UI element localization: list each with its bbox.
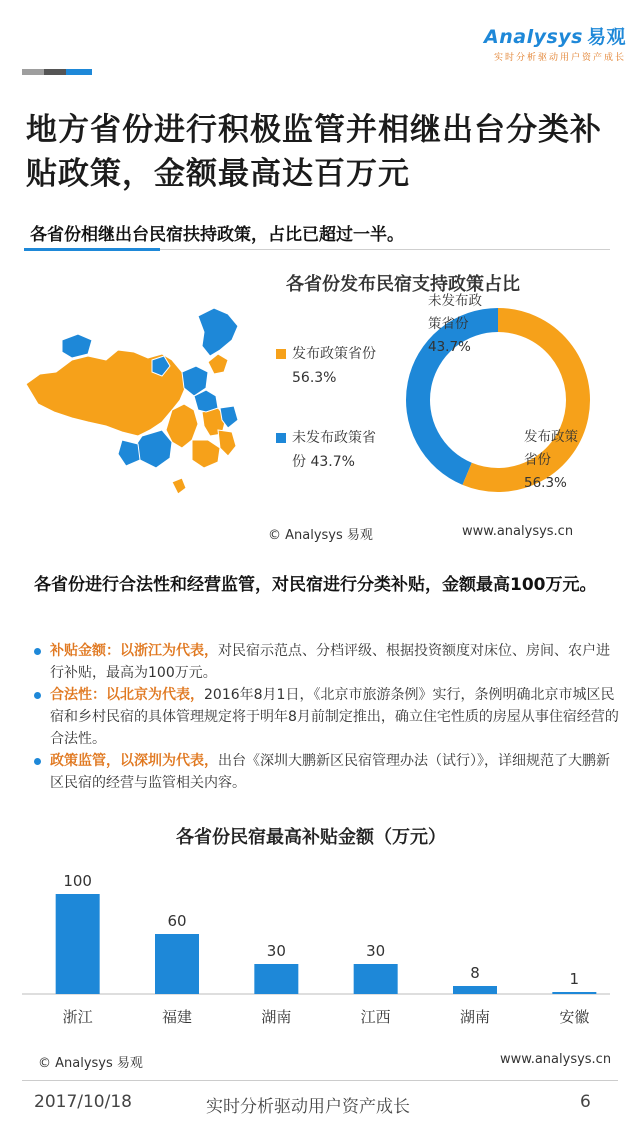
bar-2: [254, 964, 298, 994]
bar-value-label: 100: [63, 872, 92, 890]
bar-1: [155, 934, 199, 994]
bar-value-label: 60: [167, 912, 187, 930]
bar-0: [56, 894, 100, 994]
donut-label-published: 发布政策省份56.3%: [524, 429, 578, 491]
legend-swatch-blue: [276, 433, 286, 443]
bar-3: [354, 964, 398, 994]
bullet-highlight: 合法性：以北京为代表，: [50, 687, 204, 703]
bullet-text: 出台《深圳大鹏新区民宿管理办法（试行）》，详细规范了大鹏新区民宿的经营与监管相关内容。: [50, 753, 610, 791]
bullet-dot-icon: [34, 648, 41, 655]
legend-item-not-published: [276, 426, 382, 474]
bar-value-label: 8: [470, 964, 480, 982]
pie-chart-title: 各省份发布民宿支持政策占比: [286, 274, 520, 295]
footer-date: 2017/10/18: [34, 1092, 132, 1112]
bullet-text: 对民宿示范点、分档评级、根据投资额度对床位、房间、农户进行补贴，最高为100万元。: [50, 643, 610, 681]
list-item: [32, 750, 622, 794]
brand-name-en: Analysys: [484, 26, 583, 48]
bullet-list: [32, 640, 622, 794]
brand-name-cn: 易观: [586, 26, 626, 48]
legend-label-published: 发布政策省份 56.3%: [292, 346, 376, 386]
bullet-highlight: 政策监管，以深圳为代表，: [50, 753, 218, 769]
bar-value-label: 30: [366, 942, 386, 960]
bullet-text: 2016年8月1日，《北京市旅游条例》实行，条例明确北京市城区民宿和乡村民宿的具体管理规定将于明年8月前制定推出，确立住宅性质的房屋从事住宿经营的合法性。: [50, 687, 619, 747]
source-right-1: www.analysys.cn: [462, 524, 574, 539]
bar-category-label: 江西: [360, 1008, 391, 1026]
bar-value-label: 1: [569, 970, 580, 988]
legend-swatch-orange: [276, 349, 286, 359]
brand-logo: [484, 22, 626, 63]
bullet-dot-icon: [34, 758, 41, 765]
section1-divider: [160, 249, 610, 250]
section1-heading: 各省份相继出台民宿扶持政策，占比已超过一半。: [30, 225, 404, 245]
footer-tagline: 实时分析驱动用户资产成长: [206, 1097, 410, 1117]
bar-category-label: 福建: [161, 1008, 193, 1026]
source-left-2: © Analysys 易观: [38, 1056, 143, 1071]
source-right-2: www.analysys.cn: [500, 1052, 612, 1067]
bar-category-label: 湖南: [459, 1008, 491, 1026]
china-map: [22, 300, 267, 500]
bar-category-label: 安徽: [559, 1008, 590, 1026]
bar-chart-title: 各省份民宿最高补贴金额（万元）: [176, 827, 446, 848]
bar-chart: [22, 860, 618, 1040]
bullet-dot-icon: [34, 692, 41, 699]
page-number: 6: [580, 1092, 591, 1112]
list-item: [32, 640, 622, 684]
bar-value-label: 30: [266, 942, 286, 960]
bar-5: [552, 992, 596, 994]
brand-tagline: 实时分析驱动用户资产成长: [493, 53, 626, 63]
bullet-highlight: 补贴金额：以浙江为代表，: [50, 643, 218, 659]
source-left-1: © Analysys 易观: [268, 528, 373, 543]
legend-label-not-published: 未发布政策省份 43.7%: [292, 430, 376, 470]
bar-category-label: 湖南: [261, 1008, 292, 1026]
page-title: 地方省份进行积极监管并相继出台分类补贴政策，金额最高达百万元: [26, 112, 602, 192]
section1-underline: [24, 248, 160, 251]
footer-divider: [22, 1080, 618, 1081]
bar-4: [453, 986, 497, 994]
donut-label-not-published: 未发布政策省份43.7%: [428, 293, 482, 355]
bar-category-label: 浙江: [62, 1008, 93, 1026]
list-item: [32, 684, 622, 750]
legend-item-published: [276, 342, 382, 390]
section2-heading: 各省份进行合法性和经营监管，对民宿进行分类补贴，金额最高100万元。: [34, 575, 597, 595]
